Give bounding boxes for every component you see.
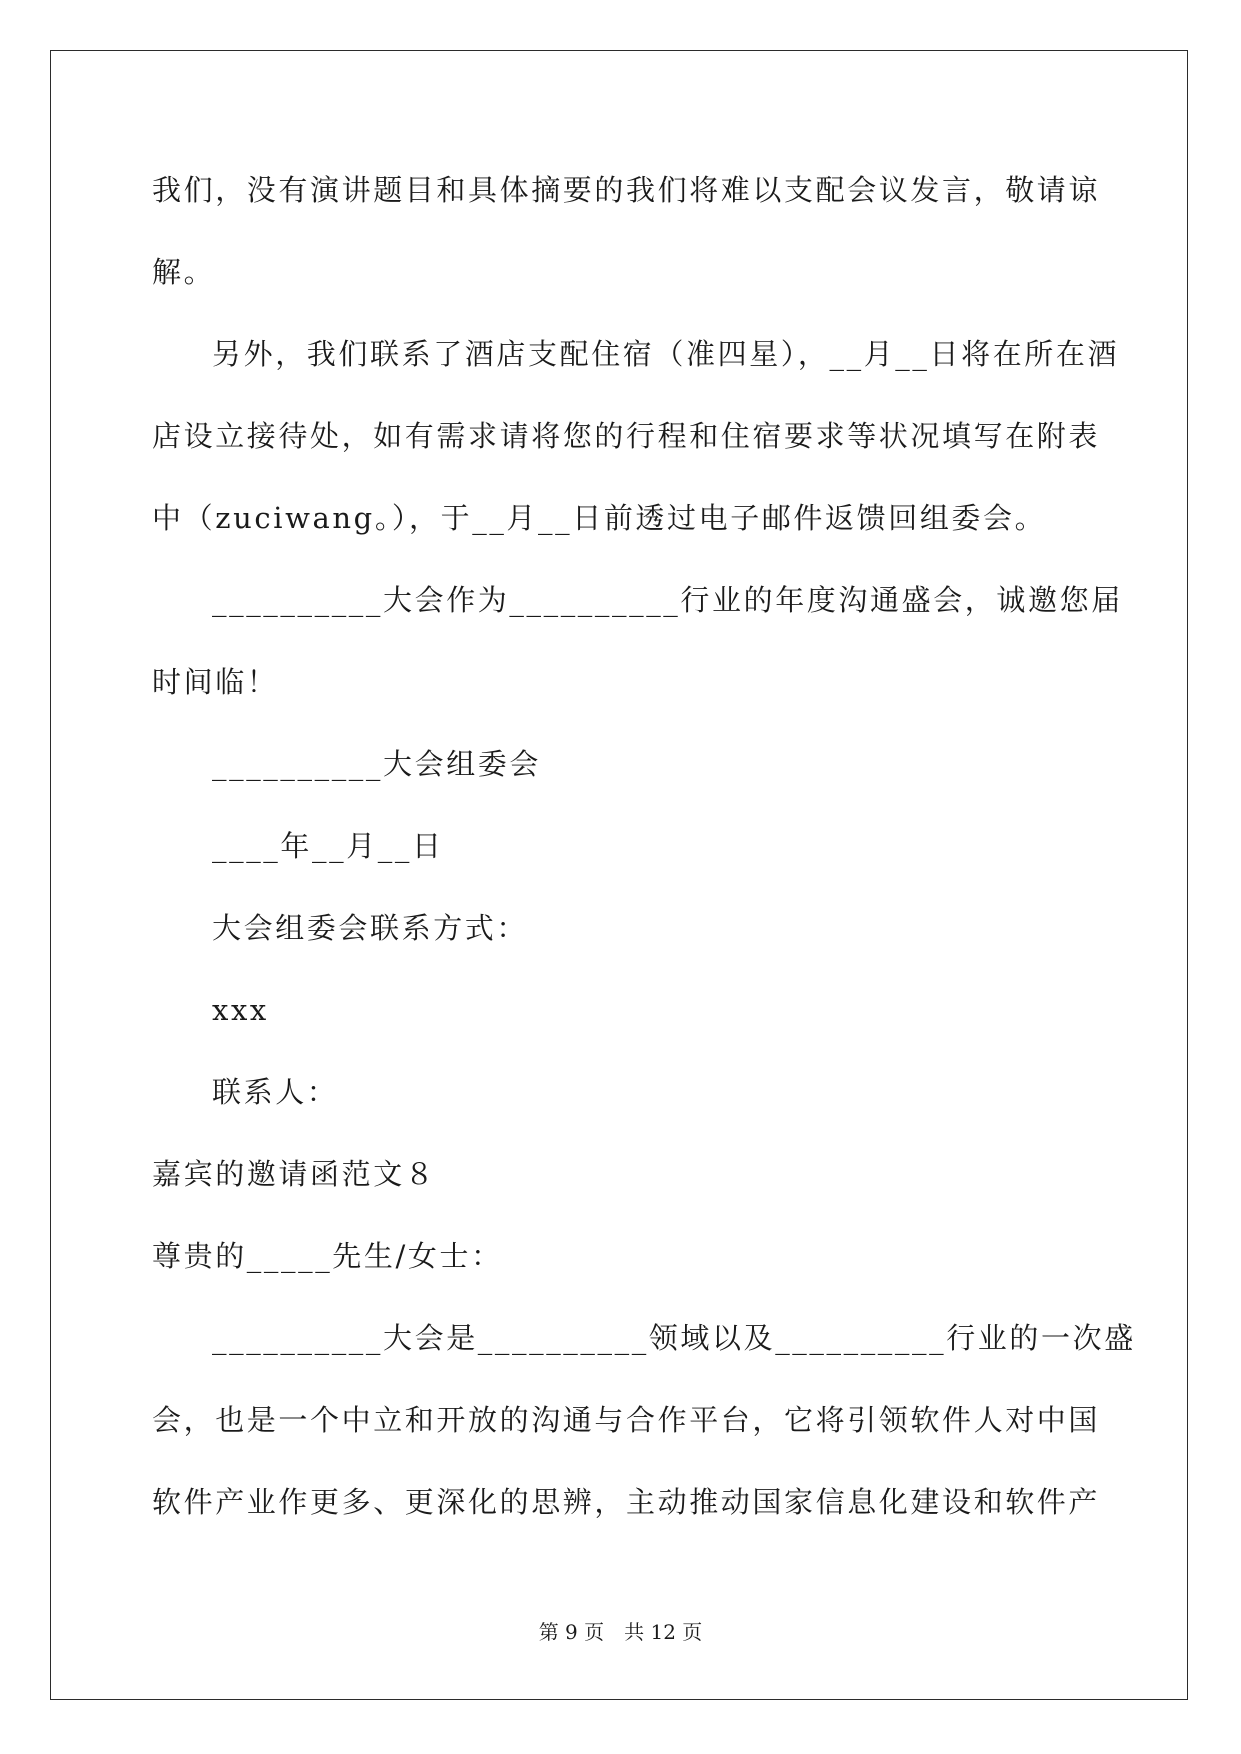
paragraph-line: 我们，没有演讲题目和具体摘要的我们将难以支配会议发言，敬请谅 [152,173,1101,207]
paragraph-line: __________大会作为__________行业的年度沟通盛会，诚邀您届 [212,583,1123,617]
signature-line: __________大会组委会 [212,747,542,781]
contact-person: 联系人： [212,1075,339,1109]
date-line: ____年__月__日 [212,829,444,863]
contact-name: xxx [212,993,269,1027]
paragraph-line: 时间临！ [152,665,279,699]
paragraph-line: 另外，我们联系了酒店支配住宿（准四星），__月__日将在所在酒 [212,337,1120,371]
paragraph-line: 软件产业作更多、更深化的思辨，主动推动国家信息化建设和软件产 [152,1485,1101,1519]
salutation: 尊贵的_____先生/女士： [152,1239,503,1273]
paragraph-line: 会，也是一个中立和开放的沟通与合作平台，它将引领软件人对中国 [152,1403,1101,1437]
paragraph-line: 解。 [152,255,216,289]
section-title: 嘉宾的邀请函范文８ [152,1157,437,1191]
paragraph-line: 店设立接待处，如有需求请将您的行程和住宿要求等状况填写在附表 [152,419,1101,453]
page-border [50,50,1188,1700]
page-number: 第 9 页 共 12 页 [538,1620,703,1644]
contact-heading: 大会组委会联系方式： [212,911,529,945]
paragraph-line: 中（zuciwang。），于__月__日前透过电子邮件返馈回组委会。 [152,501,1047,535]
paragraph-line: __________大会是__________领域以及__________行业的一次盛 [212,1321,1136,1355]
